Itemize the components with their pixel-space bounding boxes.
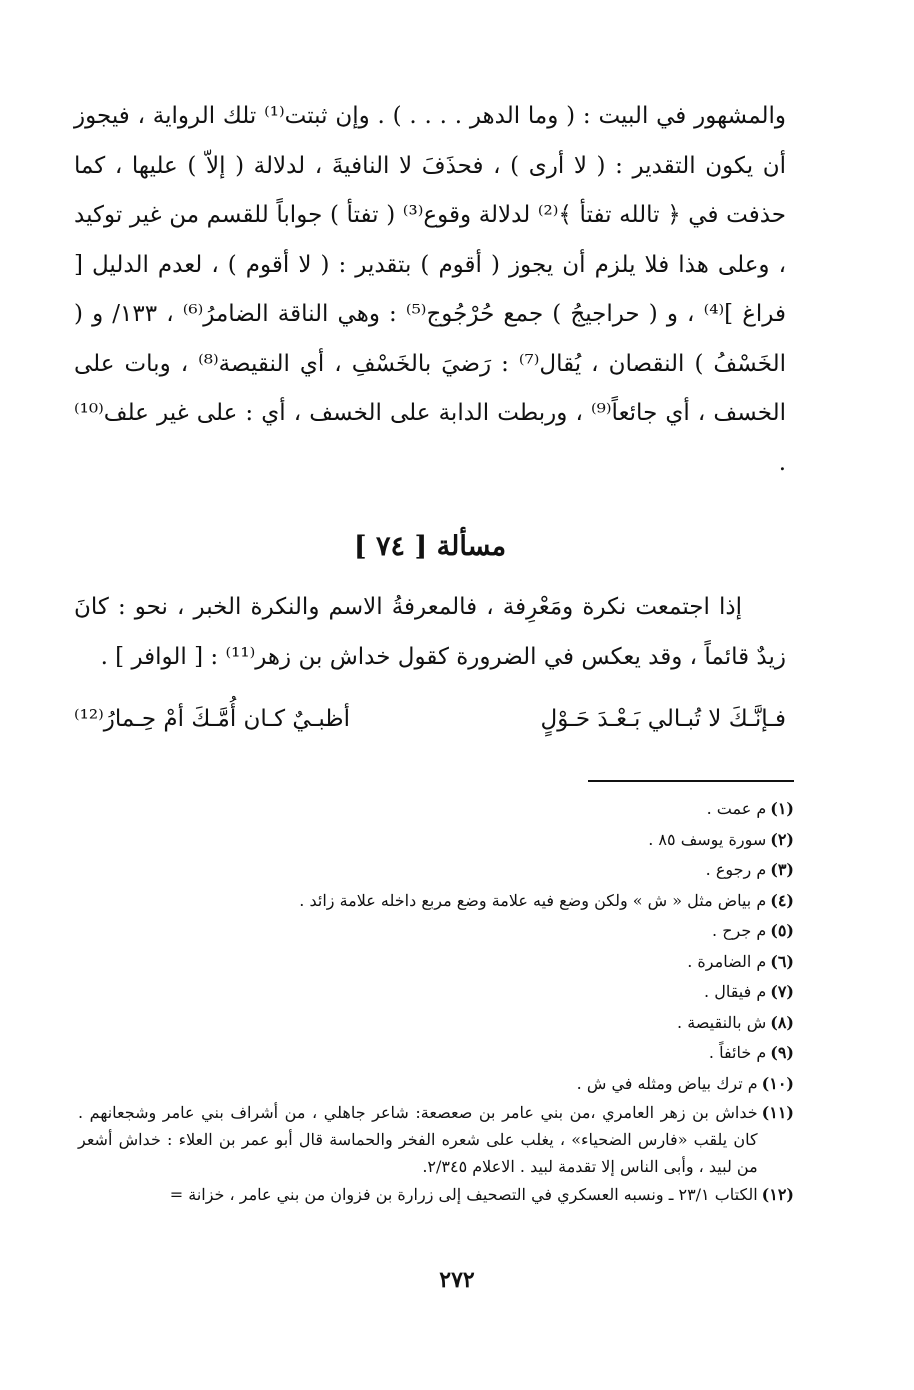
- footnote-number: (٩): [770, 1043, 794, 1062]
- footnote-number: (١١): [761, 1103, 794, 1122]
- footnote: [78, 855, 794, 886]
- footnote: [78, 1008, 794, 1039]
- footnote-number: (١٢): [761, 1185, 794, 1204]
- footnote-number: (٤): [770, 890, 794, 910]
- footnote: [78, 825, 794, 856]
- footnote-number: (١٠): [761, 1073, 794, 1093]
- footnote: [78, 947, 794, 978]
- footnote-number: (٥): [770, 921, 794, 940]
- footnote-number: (٣): [770, 860, 794, 879]
- footnote-text: م الضامرة .: [687, 951, 767, 971]
- footnotes: [78, 794, 794, 1211]
- footnote-text: سورة يوسف ٨٥ .: [648, 829, 767, 849]
- footnote-text: م عمت .: [706, 799, 767, 818]
- footnote: [78, 977, 794, 1008]
- footnote-number: (٧): [770, 982, 794, 1001]
- footnote-text: م رجوع .: [705, 860, 767, 879]
- footnote-text: الكتاب ٢٣/١ ـ ونسبه العسكري في التصحيف إلى زرارة بن فزوان من بني عامر ، خزانة =: [169, 1185, 758, 1204]
- footnote-text: م بياض مثل « ش » ولكن وضع فيه علامة وضع مربع داخله علامة زائد .: [299, 890, 767, 910]
- footnote-divider: [588, 780, 794, 782]
- poetry-verse: [74, 694, 786, 744]
- main-paragraph: والمشهور في البيت : ( وما الدهر . . . . ) . وإن ثبتت⁽¹⁾ تلك الرواية ، فيجوز أن يكون التقدير : ( لا أرى ) ، فحذَفَ لا النافيةَ ، لدلالة ( إلاّ ) عليها ، كما حذفت في ﴿ تالله تفتأ ﴾⁽²⁾ لدلالة وقوع⁽³⁾ ( تفتأ ) جواباً للقسم من غير توكيد ، وعلى هذا فلا يلزم أن يجوز ( أقوم ) بتقدير : ( لا أقوم ) ، لعدم الدليل [ فراغ ]⁽⁴⁾ ، و ( حراجيجُ ) جمع حُرْجُوج⁽⁵⁾ : وهي الناقة الضامرُ⁽⁶⁾ ، ١٣٣/ و ( الخَسْفُ ) النقصان ، يُقال⁽⁷⁾ : رَضيَ بالخَسْفِ ، أي النقيصة⁽⁸⁾ ، وبات على الخسف ، أي جائعاً⁽⁹⁾ ، وربطت الدابة على الخسف ، أي : على غير علف⁽¹⁰⁾ .: [74, 103, 787, 476]
- footnote: [78, 794, 794, 825]
- footnote: [78, 916, 794, 947]
- footnote-number: (٢): [770, 829, 794, 849]
- main-text: [74, 92, 786, 488]
- page-number: ٢٧٢: [439, 1267, 475, 1293]
- verse-second-hemistich: أظبـيٌ كـان أُمَّـكَ أمْ حِـمارُ⁽¹²⁾: [74, 706, 350, 732]
- footnote: [78, 1180, 794, 1211]
- footnote-text: م ترك بياض ومثله في ش .: [576, 1073, 758, 1093]
- footnote-text: م فيقال .: [704, 982, 767, 1001]
- footnote-number: (١): [770, 799, 794, 818]
- footnote: [78, 1069, 794, 1100]
- footnote-number: (٨): [770, 1012, 794, 1032]
- issue-text: [74, 582, 786, 682]
- verse-first-hemistich: فـإنَّـكَ لا تُبـالي بَـعْـدَ حَـوْلٍ: [540, 706, 786, 732]
- issue-paragraph: إذا اجتمعت نكرة ومَعْرِفة ، فالمعرفةُ الاسم والنكرة الخبر ، نحو : كانَ زيدٌ قائماً ، وقد يعكس في الضرورة كقول خداش بن زهر⁽¹¹⁾ : [ الوافر ] .: [74, 594, 786, 670]
- footnote: [78, 1038, 794, 1069]
- footnote: [78, 1099, 794, 1180]
- footnote: [78, 886, 794, 917]
- footnote-number: (٦): [770, 951, 794, 971]
- footnote-text: ش بالنقيصة .: [677, 1012, 767, 1032]
- footnote-text: م خائفاً .: [708, 1043, 767, 1062]
- issue-heading: مسألة [ ٧٤ ]: [353, 531, 507, 562]
- footnote-text: م جرح .: [712, 921, 767, 940]
- footnote-text: خداش بن زهر العامري ،من بني عامر بن صعصعة: شاعر جاهلي ، من أشراف بني عامر وشجعانهم . كان يلقب «فارس الضحياء» ، يغلب على شعره الفخر والحماسة قال أبو عمر بن العلاء : خداش أشعر من لبيد ، وأبى الناس إلا تقدمة لبيد . الاعلام ٢/٣٤٥.: [78, 1103, 758, 1176]
